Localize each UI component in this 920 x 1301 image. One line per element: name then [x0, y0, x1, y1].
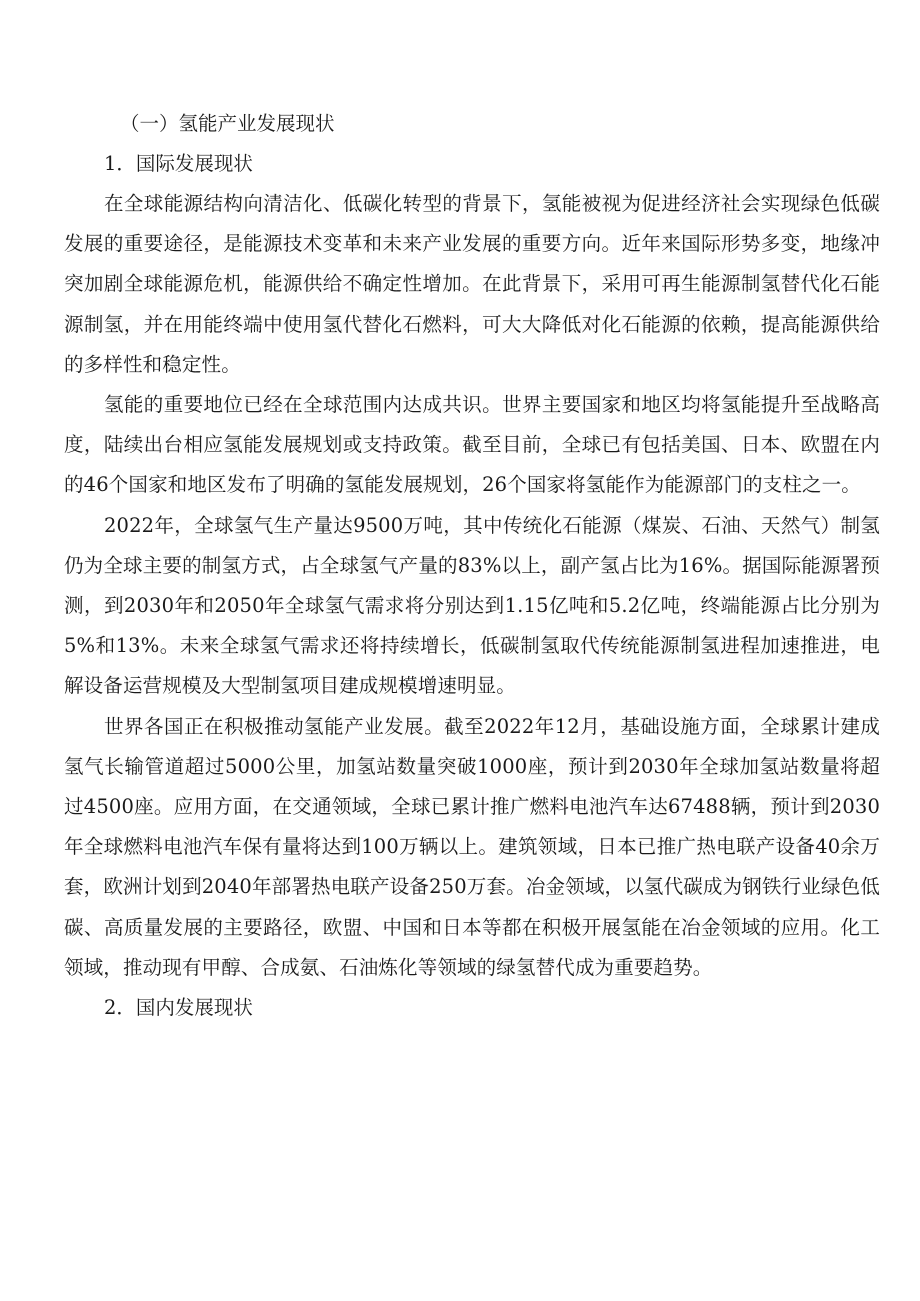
sub-heading-international: 1．国际发展现状	[104, 152, 253, 175]
sub-heading-domestic: 2．国内发展现状	[104, 996, 253, 1020]
paragraph-hydrogen-production: 2022年，全球氢气生产量达9500万吨，其中传统化石能源（煤炭、石油、天然气）制氢仍为全球主要的制氢方式，占全球氢气产量的83%以上，副产氢占比为16%。据国际能源署预测，到2030年和2050年全球氢气需求将分别达到1.15亿吨和5.2亿吨，终端能源占比分别为5%和13%。未来全球氢气需求还将持续增长，低碳制氢取代传统能源制氢进程加速推进，电解设备运营规模及大型制氢项目建成规模增速明显。	[64, 513, 880, 698]
section-heading: （一）氢能产业发展现状	[120, 112, 335, 135]
paragraph-energy-transition: 在全球能源结构向清洁化、低碳化转型的背景下，氢能被视为促进经济社会实现绿色低碳发展的重要途径，是能源技术变革和未来产业发展的重要方向。近年来国际形势多变，地缘冲突加剧全球能源危机，能源供给不确定性增加。在此背景下，采用可再生能源制氢替代化石能源制氢，并在用能终端中使用氢代替化石燃料，可大大降低对化石能源的依赖，提高能源供给的多样性和稳定性。	[64, 192, 880, 376]
paragraph-global-consensus: 氢能的重要地位已经在全球范围内达成共识。世界主要国家和地区均将氢能提升至战略高度，陆续出台相应氢能发展规划或支持政策。截至目前，全球已有包括美国、日本、欧盟在内的46个国家和地区发布了明确的氢能发展规划，26个国家将氢能作为能源部门的支柱之一。	[64, 393, 880, 497]
paragraph-industry-progress: 世界各国正在积极推动氢能产业发展。截至2022年12月，基础设施方面，全球累计建成氢气长输管道超过5000公里，加氢站数量突破1000座，预计到2030年全球加氢站数量将超过4500座。应用方面，在交通领域，全球已累计推广燃料电池汽车达67488辆，预计到2030年全球燃料电池汽车保有量将达到100万辆以上。建筑领域，日本已推广热电联产设备40余万套，欧洲计划到2040年部署热电联产设备250万套。冶金领域，以氢代碳成为钢铁行业绿色低碳、高质量发展的主要路径，欧盟、中国和日本等都在积极开展氢能在冶金领域的应用。化工领域，推动现有甲醇、合成氨、石油炼化等领域的绿氢替代成为重要趋势。	[64, 714, 880, 979]
document-body	[64, 104, 880, 1028]
